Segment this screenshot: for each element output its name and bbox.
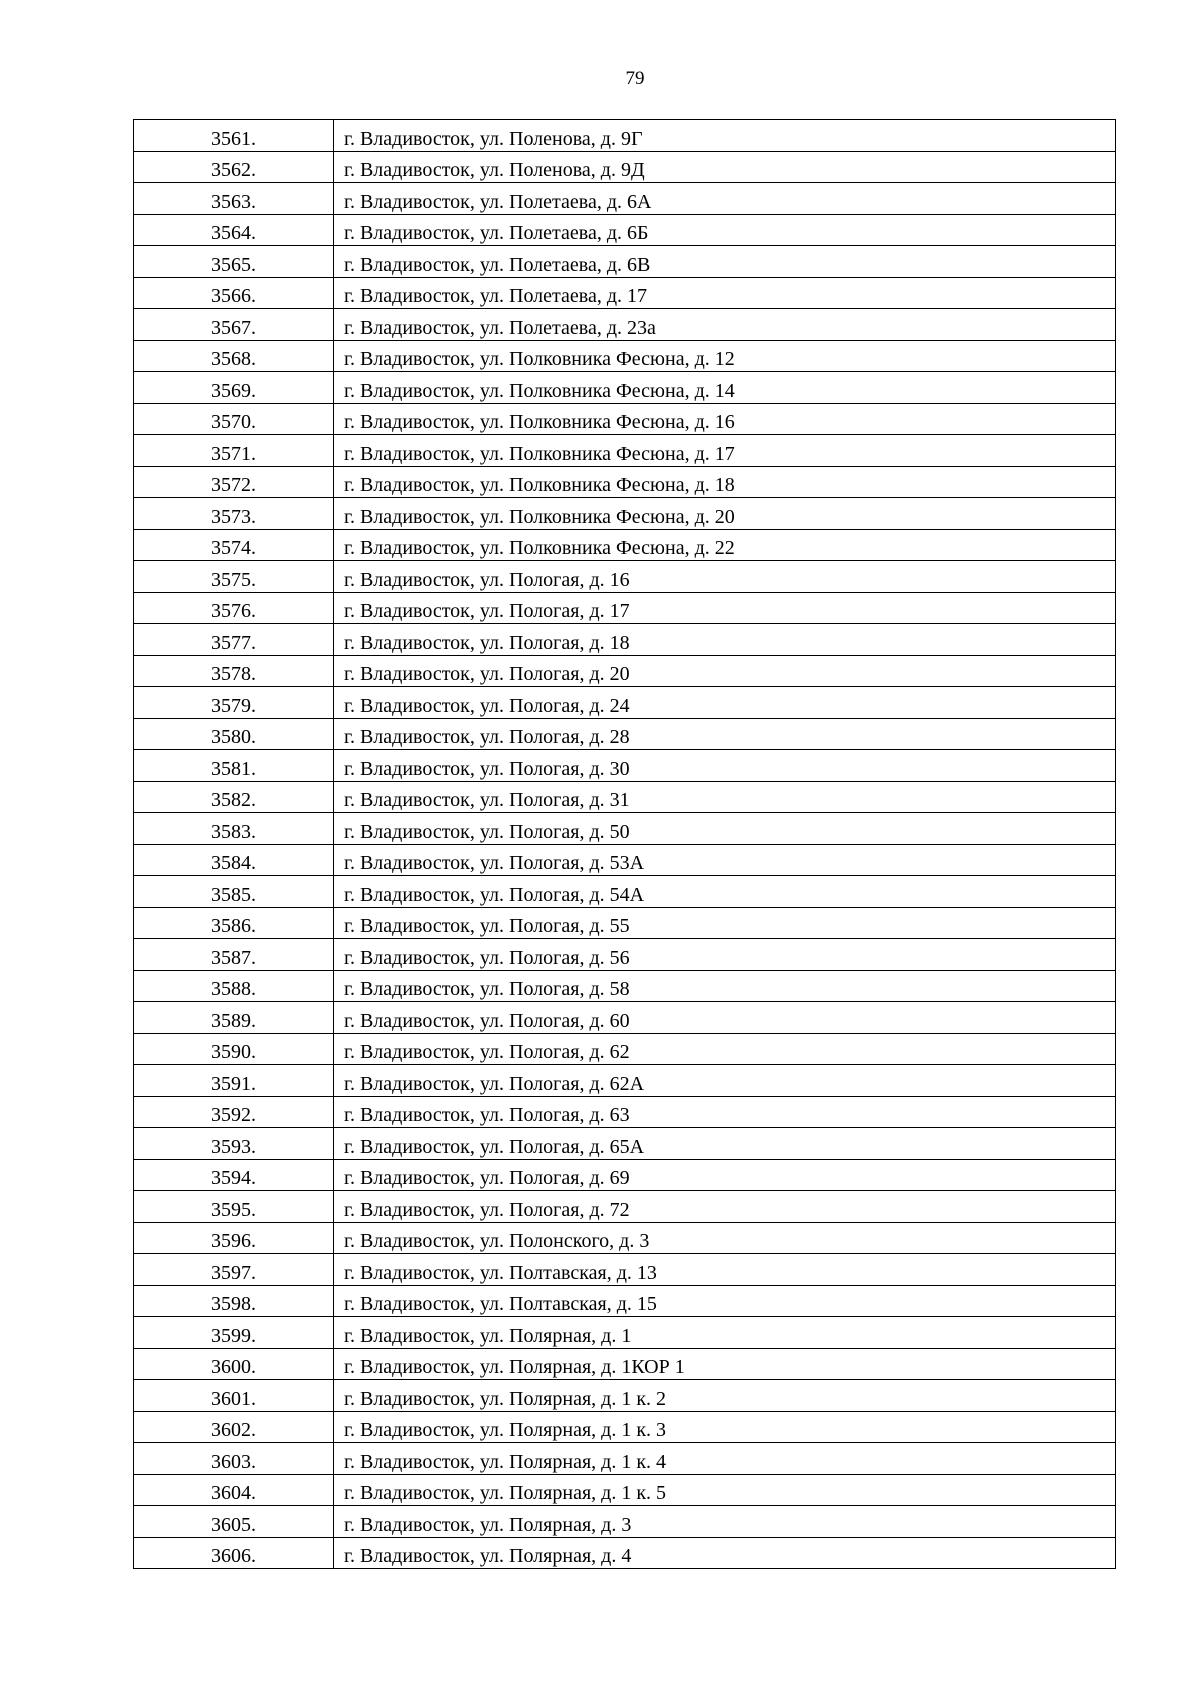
row-number-cell — [134, 1033, 334, 1065]
row-number: 3567. — [211, 316, 256, 339]
row-number-cell — [134, 340, 334, 372]
row-number-cell — [134, 718, 334, 750]
address-text: г. Владивосток, ул. Полковника Фесюна, д. 17 — [344, 442, 735, 465]
row-number-cell — [134, 120, 334, 152]
row-number-cell — [134, 466, 334, 498]
table-row — [134, 561, 1116, 593]
table-row — [134, 435, 1116, 467]
address-text: г. Владивосток, ул. Полярная, д. 1КОР 1 — [344, 1356, 685, 1378]
address-cell — [334, 1411, 1116, 1443]
table-row — [134, 655, 1116, 687]
table-row — [134, 1065, 1116, 1097]
row-number-cell — [134, 1254, 334, 1286]
address-text: г. Владивосток, ул. Полковника Фесюна, д. 16 — [344, 411, 735, 433]
address-text: г. Владивосток, ул. Пологая, д. 16 — [344, 568, 630, 591]
row-number-cell — [134, 1411, 334, 1443]
address-cell — [334, 1065, 1116, 1097]
address-text: г. Владивосток, ул. Пологая, д. 69 — [344, 1167, 630, 1189]
address-cell — [334, 844, 1116, 876]
address-cell — [334, 403, 1116, 435]
address-cell — [334, 1348, 1116, 1380]
address-text: г. Владивосток, ул. Пологая, д. 20 — [344, 663, 630, 685]
row-number: 3600. — [211, 1356, 256, 1378]
address-cell — [334, 1128, 1116, 1160]
row-number: 3594. — [211, 1167, 256, 1189]
row-number-cell — [134, 1222, 334, 1254]
row-number-cell — [134, 1537, 334, 1569]
address-cell — [334, 907, 1116, 939]
table-row — [134, 1443, 1116, 1475]
table-row — [134, 592, 1116, 624]
row-number-cell — [134, 1065, 334, 1097]
address-text: г. Владивосток, ул. Пологая, д. 55 — [344, 915, 630, 937]
table-row — [134, 1096, 1116, 1128]
address-cell — [334, 970, 1116, 1002]
row-number-cell — [134, 687, 334, 719]
address-text: г. Владивосток, ул. Пологая, д. 56 — [344, 946, 630, 969]
row-number: 3579. — [211, 694, 256, 717]
address-text: г. Владивосток, ул. Полетаева, д. 6Б — [344, 222, 649, 244]
row-number: 3564. — [211, 222, 256, 244]
table-row — [134, 1191, 1116, 1223]
row-number: 3562. — [211, 159, 256, 181]
address-text: г. Владивосток, ул. Пологая, д. 30 — [344, 757, 630, 780]
row-number: 3602. — [211, 1419, 256, 1441]
row-number: 3589. — [211, 1009, 256, 1032]
table-row — [134, 120, 1116, 152]
row-number-cell — [134, 435, 334, 467]
address-cell — [334, 718, 1116, 750]
table-row — [134, 340, 1116, 372]
address-text: г. Владивосток, ул. Полярная, д. 4 — [344, 1545, 632, 1567]
address-cell — [334, 1254, 1116, 1286]
row-number: 3590. — [211, 1041, 256, 1063]
address-text: г. Владивосток, ул. Поленова, д. 9Д — [344, 159, 645, 181]
row-number-cell — [134, 781, 334, 813]
address-cell — [334, 687, 1116, 719]
address-text: г. Владивосток, ул. Пологая, д. 72 — [344, 1198, 630, 1221]
row-number-cell — [134, 1443, 334, 1475]
table-row — [134, 781, 1116, 813]
table-row — [134, 246, 1116, 278]
address-text: г. Владивосток, ул. Полковника Фесюна, д. 18 — [344, 474, 735, 496]
address-text: г. Владивосток, ул. Полковника Фесюна, д. 22 — [344, 537, 735, 559]
table-row — [134, 1159, 1116, 1191]
row-number: 3595. — [211, 1198, 256, 1221]
row-number: 3585. — [211, 883, 256, 906]
address-cell — [334, 750, 1116, 782]
address-text: г. Владивосток, ул. Полковника Фесюна, д. 20 — [344, 505, 735, 528]
table-row — [134, 687, 1116, 719]
row-number-cell — [134, 246, 334, 278]
address-cell — [334, 498, 1116, 530]
table-row — [134, 277, 1116, 309]
row-number: 3565. — [211, 253, 256, 276]
row-number: 3593. — [211, 1135, 256, 1158]
table-row — [134, 214, 1116, 246]
address-cell — [334, 120, 1116, 152]
address-text: г. Владивосток, ул. Полтавская, д. 13 — [344, 1261, 657, 1284]
row-number: 3587. — [211, 946, 256, 969]
address-text: г. Владивосток, ул. Пологая, д. 63 — [344, 1104, 630, 1126]
address-cell — [334, 435, 1116, 467]
address-cell — [334, 624, 1116, 656]
table-row — [134, 624, 1116, 656]
address-text: г. Владивосток, ул. Полетаева, д. 6А — [344, 190, 652, 213]
table-row — [134, 1474, 1116, 1506]
address-text: г. Владивосток, ул. Пологая, д. 17 — [344, 600, 630, 622]
row-number: 3566. — [211, 285, 256, 307]
table-row — [134, 1348, 1116, 1380]
row-number-cell — [134, 1285, 334, 1317]
address-table-body — [134, 120, 1116, 1569]
row-number-cell — [134, 1474, 334, 1506]
row-number: 3588. — [211, 978, 256, 1000]
address-text: г. Владивосток, ул. Полярная, д. 1 к. 2 — [344, 1387, 667, 1410]
address-text: г. Владивосток, ул. Полярная, д. 3 — [344, 1513, 632, 1536]
address-text: г. Владивосток, ул. Пологая, д. 65А — [344, 1135, 645, 1158]
row-number: 3591. — [211, 1072, 256, 1095]
row-number-cell — [134, 750, 334, 782]
row-number: 3583. — [211, 820, 256, 843]
row-number: 3582. — [211, 789, 256, 811]
address-text: г. Владивосток, ул. Полковника Фесюна, д. 14 — [344, 379, 735, 402]
address-cell — [334, 1159, 1116, 1191]
address-cell — [334, 561, 1116, 593]
address-text: г. Владивосток, ул. Пологая, д. 18 — [344, 631, 630, 654]
address-cell — [334, 939, 1116, 971]
row-number-cell — [134, 970, 334, 1002]
address-cell — [334, 813, 1116, 845]
table-row — [134, 1128, 1116, 1160]
row-number-cell — [134, 1380, 334, 1412]
address-text: г. Владивосток, ул. Пологая, д. 62А — [344, 1072, 645, 1095]
row-number: 3605. — [211, 1513, 256, 1536]
row-number-cell — [134, 1317, 334, 1349]
address-cell — [334, 277, 1116, 309]
address-cell — [334, 151, 1116, 183]
address-cell — [334, 1002, 1116, 1034]
row-number: 3597. — [211, 1261, 256, 1284]
table-row — [134, 907, 1116, 939]
row-number-cell — [134, 1506, 334, 1538]
row-number-cell — [134, 624, 334, 656]
address-cell — [334, 1285, 1116, 1317]
row-number: 3576. — [211, 600, 256, 622]
row-number: 3606. — [211, 1545, 256, 1567]
row-number-cell — [134, 529, 334, 561]
row-number: 3561. — [211, 127, 256, 150]
row-number: 3575. — [211, 568, 256, 591]
address-text: г. Владивосток, ул. Пологая, д. 24 — [344, 694, 630, 717]
row-number-cell — [134, 1002, 334, 1034]
address-text: г. Владивосток, ул. Поленова, д. 9Г — [344, 127, 643, 150]
table-row — [134, 309, 1116, 341]
address-text: г. Владивосток, ул. Полярная, д. 1 к. 5 — [344, 1482, 667, 1504]
row-number: 3603. — [211, 1450, 256, 1473]
row-number-cell — [134, 277, 334, 309]
table-row — [134, 1285, 1116, 1317]
address-text: г. Владивосток, ул. Пологая, д. 31 — [344, 789, 630, 811]
row-number: 3573. — [211, 505, 256, 528]
address-text: г. Владивосток, ул. Пологая, д. 62 — [344, 1041, 630, 1063]
table-row — [134, 876, 1116, 908]
row-number: 3571. — [211, 442, 256, 465]
row-number-cell — [134, 214, 334, 246]
address-text: г. Владивосток, ул. Полтавская, д. 15 — [344, 1293, 657, 1315]
row-number: 3592. — [211, 1104, 256, 1126]
table-row — [134, 939, 1116, 971]
row-number: 3569. — [211, 379, 256, 402]
row-number: 3580. — [211, 726, 256, 748]
table-row — [134, 750, 1116, 782]
address-table — [133, 119, 1116, 1569]
address-cell — [334, 1033, 1116, 1065]
row-number-cell — [134, 151, 334, 183]
table-row — [134, 1317, 1116, 1349]
table-row — [134, 970, 1116, 1002]
address-cell — [334, 1096, 1116, 1128]
row-number: 3584. — [211, 852, 256, 874]
row-number: 3572. — [211, 474, 256, 496]
table-row — [134, 372, 1116, 404]
address-cell — [334, 781, 1116, 813]
row-number-cell — [134, 403, 334, 435]
row-number: 3598. — [211, 1293, 256, 1315]
row-number: 3563. — [211, 190, 256, 213]
table-row — [134, 1411, 1116, 1443]
row-number: 3568. — [211, 348, 256, 370]
address-text: г. Владивосток, ул. Полонского, д. 3 — [344, 1230, 650, 1252]
row-number-cell — [134, 561, 334, 593]
address-text: г. Владивосток, ул. Полярная, д. 1 к. 3 — [344, 1419, 667, 1441]
table-row — [134, 1033, 1116, 1065]
address-text: г. Владивосток, ул. Пологая, д. 28 — [344, 726, 630, 748]
row-number-cell — [134, 498, 334, 530]
address-text: г. Владивосток, ул. Пологая, д. 50 — [344, 820, 630, 843]
row-number: 3599. — [211, 1324, 256, 1347]
table-row — [134, 844, 1116, 876]
address-cell — [334, 309, 1116, 341]
table-row — [134, 1222, 1116, 1254]
address-cell — [334, 340, 1116, 372]
address-cell — [334, 1537, 1116, 1569]
table-row — [134, 1254, 1116, 1286]
row-number: 3578. — [211, 663, 256, 685]
address-text: г. Владивосток, ул. Полетаева, д. 6В — [344, 253, 651, 276]
row-number: 3570. — [211, 411, 256, 433]
row-number: 3574. — [211, 537, 256, 559]
address-text: г. Владивосток, ул. Пологая, д. 60 — [344, 1009, 630, 1032]
row-number: 3586. — [211, 915, 256, 937]
row-number: 3581. — [211, 757, 256, 780]
table-row — [134, 466, 1116, 498]
address-cell — [334, 529, 1116, 561]
row-number-cell — [134, 876, 334, 908]
address-cell — [334, 1443, 1116, 1475]
address-text: г. Владивосток, ул. Полетаева, д. 17 — [344, 285, 648, 307]
row-number-cell — [134, 1128, 334, 1160]
row-number-cell — [134, 372, 334, 404]
address-cell — [334, 214, 1116, 246]
table-row — [134, 718, 1116, 750]
address-text: г. Владивосток, ул. Полковника Фесюна, д. 12 — [344, 348, 735, 370]
row-number: 3596. — [211, 1230, 256, 1252]
address-text: г. Владивосток, ул. Пологая, д. 58 — [344, 978, 630, 1000]
address-cell — [334, 1317, 1116, 1349]
table-row — [134, 1506, 1116, 1538]
table-row — [134, 813, 1116, 845]
address-cell — [334, 1506, 1116, 1538]
table-row — [134, 151, 1116, 183]
address-cell — [334, 655, 1116, 687]
address-text: г. Владивосток, ул. Пологая, д. 54А — [344, 883, 645, 906]
row-number-cell — [134, 1096, 334, 1128]
row-number-cell — [134, 655, 334, 687]
table-row — [134, 183, 1116, 215]
table-row — [134, 498, 1116, 530]
address-cell — [334, 372, 1116, 404]
row-number-cell — [134, 1191, 334, 1223]
address-text: г. Владивосток, ул. Пологая, д. 53А — [344, 852, 645, 874]
page-number: 79 — [625, 68, 645, 89]
address-text: г. Владивосток, ул. Полярная, д. 1 — [344, 1324, 632, 1347]
address-text: г. Владивосток, ул. Полетаева, д. 23а — [344, 316, 656, 339]
row-number-cell — [134, 844, 334, 876]
row-number-cell — [134, 939, 334, 971]
row-number: 3601. — [211, 1387, 256, 1410]
address-text: г. Владивосток, ул. Полярная, д. 1 к. 4 — [344, 1450, 667, 1473]
row-number: 3577. — [211, 631, 256, 654]
address-cell — [334, 1191, 1116, 1223]
row-number: 3604. — [211, 1482, 256, 1504]
row-number-cell — [134, 1348, 334, 1380]
row-number-cell — [134, 309, 334, 341]
row-number-cell — [134, 592, 334, 624]
row-number-cell — [134, 907, 334, 939]
address-cell — [334, 1474, 1116, 1506]
address-cell — [334, 592, 1116, 624]
address-cell — [334, 1380, 1116, 1412]
address-cell — [334, 1222, 1116, 1254]
address-cell — [334, 466, 1116, 498]
table-row — [134, 1002, 1116, 1034]
row-number-cell — [134, 183, 334, 215]
row-number-cell — [134, 1159, 334, 1191]
table-row — [134, 1537, 1116, 1569]
row-number-cell — [134, 813, 334, 845]
address-cell — [334, 876, 1116, 908]
address-cell — [334, 183, 1116, 215]
table-row — [134, 529, 1116, 561]
table-row — [134, 403, 1116, 435]
table-row — [134, 1380, 1116, 1412]
address-cell — [334, 246, 1116, 278]
